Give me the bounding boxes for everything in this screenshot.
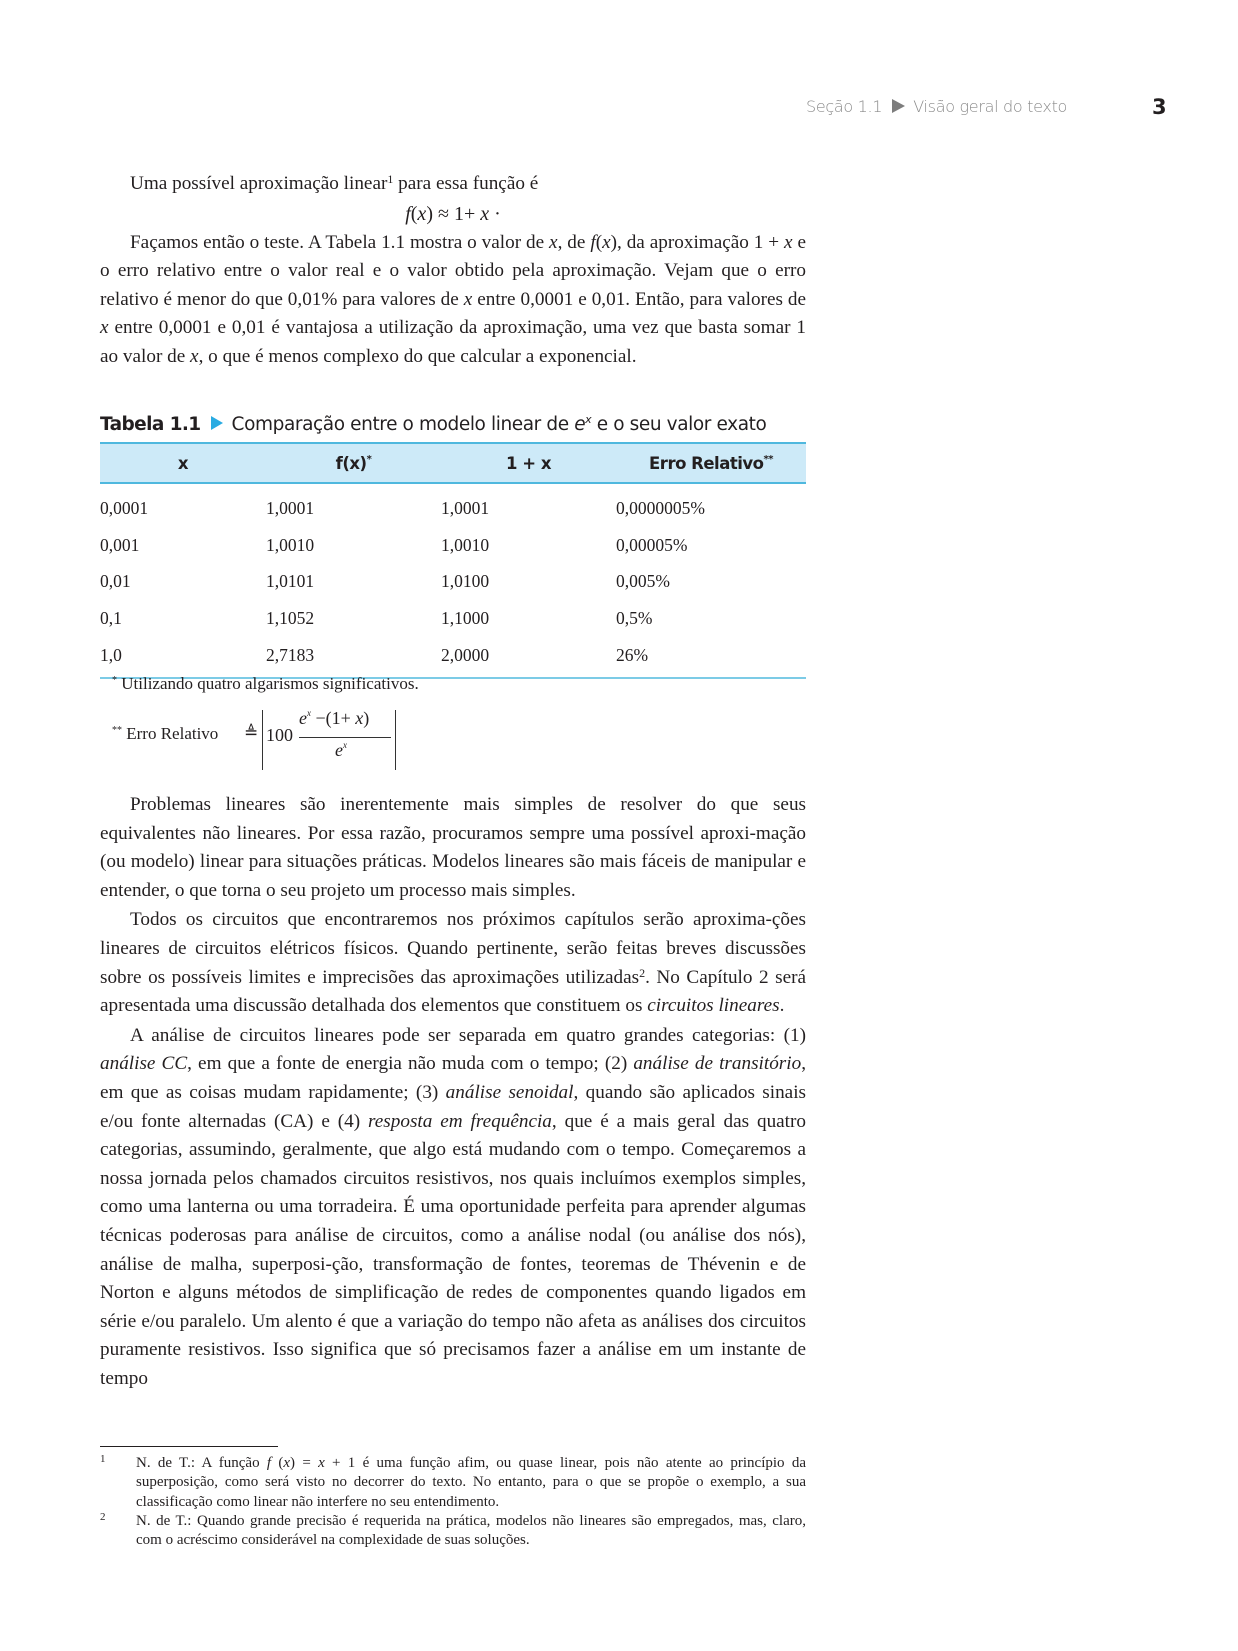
- footnote-text: [136, 1454, 806, 1512]
- eq-x: x: [417, 202, 427, 225]
- intro-section: [100, 170, 806, 372]
- cell-1-plus-x: 1,0010: [441, 534, 490, 555]
- text: e o erro relativo entre o valor real e o valor obtido pela aproximação. Vejam que o erro relativo é menor do que 0,01% para valores de: [100, 231, 807, 310]
- header-mark: **: [763, 453, 773, 465]
- cell-x: 0,001: [100, 534, 140, 555]
- formula-numerator: [299, 708, 369, 729]
- header-label: 1 + x: [506, 453, 551, 473]
- formula-factor: 100: [266, 725, 293, 745]
- cell-x: 1,0: [100, 637, 266, 679]
- cell-1-plus-x: 2,0000: [441, 637, 616, 679]
- var-x: x: [100, 317, 109, 339]
- text: para essa função é: [393, 173, 539, 194]
- formula-denominator: [335, 740, 347, 761]
- cell-x: 0,01: [100, 571, 131, 592]
- cell-1-plus-x: 1,0100: [441, 571, 490, 592]
- note-text: Utilizando quatro algarismos significativos.: [117, 674, 419, 693]
- defined-as-symbol: ≜: [244, 723, 259, 742]
- text: Uma possível aproximação linear: [130, 173, 388, 194]
- var-x: x: [549, 231, 558, 253]
- var-f: f: [590, 231, 596, 253]
- eq-paren: (: [410, 202, 418, 225]
- emphasis: resposta em frequência: [368, 1110, 552, 1132]
- cell-relative-error: 0,0000005%: [616, 497, 705, 518]
- footnote-1: [100, 1454, 806, 1512]
- table-header-row: [100, 443, 806, 483]
- equation-linear-approx: [100, 199, 806, 229]
- var-x: x: [784, 231, 793, 253]
- comparison-table: [100, 442, 806, 679]
- table-row: [100, 483, 806, 527]
- note-label: [112, 724, 218, 744]
- var-x: x: [190, 345, 199, 367]
- cell-fx: 1,1052: [266, 607, 315, 628]
- column-header-1-plus-x: [441, 443, 616, 483]
- cell-relative-error: 26%: [616, 637, 806, 679]
- text: , o que é menos complexo do que calcular a exponencial.: [198, 345, 637, 367]
- cell-1-plus-x: 1,1000: [441, 607, 490, 628]
- table-row: [100, 563, 806, 600]
- var-x: x: [463, 288, 473, 310]
- text: Façamos então o teste. A Tabela 1.1 mostra o valor de: [130, 231, 550, 253]
- text: A análise de circuitos lineares pode ser separada em quatro grandes categorias: (1): [130, 1024, 806, 1046]
- text: ), da aproximação 1 +: [610, 231, 785, 253]
- cell-relative-error: 0,00005%: [616, 534, 688, 555]
- formula-e: e: [335, 740, 343, 760]
- footnote-ref-1[interactable]: 1: [387, 172, 394, 186]
- running-head: [806, 97, 1067, 116]
- table-row: [100, 600, 806, 637]
- header-label: f(x): [335, 453, 367, 473]
- running-head-title: Visão geral do texto: [913, 97, 1068, 116]
- text: + 1 é uma função afim, ou quase linear, pois não atente ao princípio da superposição, como será visto no decorrer do texto. No entanto, para o que se propõe o exemplo, a sua classificação como linear não interfere no seu entendimento.: [136, 1455, 806, 1510]
- paragraph-circuits: [100, 906, 806, 1020]
- eq-paren: ): [426, 202, 433, 225]
- cell-relative-error: 0,005%: [616, 571, 670, 592]
- column-header-x: [100, 443, 266, 483]
- eq-dot: ·: [489, 202, 501, 225]
- cell-fx: 1,0001: [266, 497, 315, 518]
- eq-f: f: [405, 202, 411, 225]
- column-header-relative-error: [616, 443, 806, 483]
- footnote-2: [100, 1512, 806, 1551]
- table-caption-text: Comparação entre o modelo linear de: [231, 414, 575, 435]
- cell-fx: 1,0101: [266, 571, 315, 592]
- table-row: [100, 637, 806, 679]
- right-triangle-icon: [892, 99, 905, 113]
- column-header-fx: [266, 443, 441, 483]
- cell-fx: 1,0010: [266, 534, 315, 555]
- text: ) =: [290, 1455, 319, 1471]
- table-caption-text: e o seu valor exato: [591, 414, 767, 435]
- formula-text: −(1+: [311, 708, 356, 728]
- body-section: [100, 791, 806, 1393]
- var-x: x: [318, 1455, 325, 1471]
- eq-x: x: [480, 202, 490, 225]
- table-note-significant-figures: [112, 674, 419, 694]
- note-mark: **: [112, 725, 122, 736]
- cell-relative-error: 0,5%: [616, 607, 653, 628]
- text: , quando são aplicados sinais e/ou fonte alternadas (CA) e (4): [100, 1081, 806, 1132]
- right-triangle-blue-icon: [211, 416, 223, 430]
- paragraph-test: [100, 229, 806, 372]
- header-label: Erro Relativo: [649, 453, 764, 473]
- var-x: x: [602, 231, 611, 253]
- emphasis: circuitos lineares: [647, 995, 780, 1017]
- text: entre 0,0001 e 0,01 é vantajosa a utilização da aproximação, uma vez que basta somar 1 ao valor de: [100, 317, 806, 367]
- absolute-value-bars: [262, 710, 396, 770]
- var-f: f: [266, 1455, 272, 1471]
- page-number: 3: [1152, 95, 1167, 119]
- paragraph-analysis-categories: [100, 1022, 806, 1394]
- header-mark: *: [366, 453, 372, 465]
- cell-1-plus-x: 1,0001: [441, 497, 490, 518]
- formula-exponent: x: [307, 708, 311, 718]
- text: Todos os circuitos que encontraremos nos próximos capítulos serão aproxima-ções lineares de circuitos elétricos físicos. Quando pertinente, serão feitas breves discussões sobre os possíveis limites e imprecisões das aproximações utilizadas: [100, 909, 806, 988]
- table-row: [100, 527, 806, 564]
- paragraph-linear-problems: Problemas lineares são inerentemente mais simples de resolver do que seus equivalentes não lineares. Por essa razão, procuramos sempre uma possível aproxi-mação (ou modelo) linear para situações práticas. Modelos lineares são mais fáceis de manipular e entender, o que torna o seu projeto um processo mais simples.: [100, 794, 806, 901]
- running-head-section: Seção 1.1: [806, 97, 883, 116]
- footnote-ref-2[interactable]: 2: [639, 965, 646, 980]
- eq-approx: ≈ 1+: [432, 202, 481, 225]
- var-x: x: [283, 1455, 291, 1471]
- text: .: [779, 995, 785, 1017]
- cell-fx: 2,7183: [266, 637, 441, 679]
- cell-x: 0,0001: [100, 497, 149, 518]
- caption-e: e: [574, 414, 586, 435]
- footnote-number: 2: [100, 1511, 106, 1523]
- caption-sup: x: [585, 413, 592, 426]
- fraction-bar: [299, 737, 391, 738]
- text: . No Capítulo 2 será apresentada uma discussão detalhada dos elementos que constituem os: [100, 966, 806, 1017]
- paragraph-intro: [100, 170, 806, 199]
- footnote-number: 1: [100, 1453, 106, 1465]
- formula-exponent: x: [343, 740, 347, 750]
- emphasis: análise senoidal: [445, 1081, 574, 1103]
- footnote-text: N. de T.: Quando grande precisão é requerida na prática, modelos não lineares são empregados, mas, claro, com o acréscimo considerável na complexidade de suas soluções.: [136, 1513, 806, 1549]
- cell-x: 0,1: [100, 607, 122, 628]
- formula-x: x: [355, 708, 364, 728]
- header-label: x: [177, 453, 189, 473]
- footnote-divider: [100, 1446, 278, 1447]
- text: , de: [557, 231, 591, 253]
- note-mark: *: [112, 675, 117, 686]
- table-caption-label: Tabela 1.1: [100, 414, 201, 435]
- text: , em que as coisas mudam rapidamente; (3): [100, 1053, 806, 1103]
- formula-text: ): [363, 708, 370, 728]
- emphasis: análise de transitório: [633, 1053, 802, 1075]
- text: entre 0,0001 e 0,01. Então, para valores de: [472, 288, 807, 310]
- note-text: Erro Relativo: [122, 724, 219, 743]
- text: (: [595, 231, 603, 253]
- text: (: [271, 1455, 284, 1471]
- text: , que é a mais geral das quatro categorias, assumindo, geralmente, que algo está mudando com o tempo. Começaremos a nossa jornada pelos chamados circuitos resistivos, nos quais incluímos exemplos simples, como uma lanterna ou uma torradeira. É uma oportunidade perfeita para aprender algumas técnicas poderosas para análise de circuitos, como a análise nodal (ou análise dos nós), análise de malha, superposi-ção, transformação de fontes, teoremas de Thévenin e de Norton e alguns métodos de simplificação de redes de componentes quando ligados em série e/ou paralelo. Um alento é que a variação do tempo não afeta as análises dos circuitos puramente resistivos. Isso significa que só precisamos fazer a análise em um instante de tempo: [100, 1110, 806, 1389]
- emphasis: análise CC: [100, 1053, 188, 1075]
- text: , em que a fonte de energia não muda com o tempo; (2): [187, 1053, 634, 1075]
- text: N. de T.: A função: [136, 1455, 267, 1471]
- table-caption: [100, 414, 806, 435]
- formula-e: e: [299, 708, 307, 728]
